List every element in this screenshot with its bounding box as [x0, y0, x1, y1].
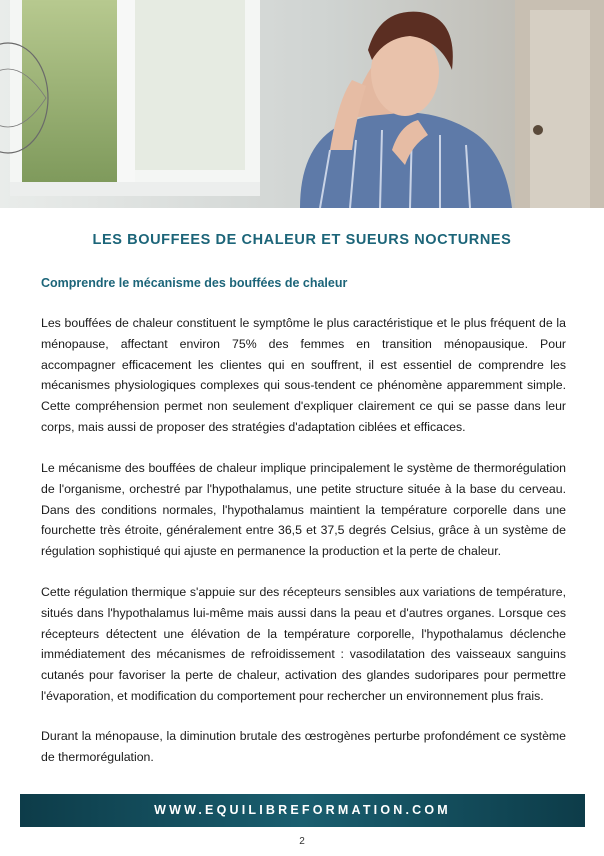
woman-at-window-illustration	[0, 0, 604, 208]
paragraph: Durant la ménopause, la diminution brutale des œstrogènes perturbe profondément ce système de thermorégulation.	[41, 729, 566, 764]
page-number: 2	[299, 836, 305, 847]
paragraph: Les bouffées de chaleur constituent le symptôme le plus caractéristique et le plus fréquent de la ménopause, affectant environ 75% des femmes en transition ménopausique. Pour accompagner efficacement les clientes qui en souffrent, il est essentiel de comprendre les mécanismes physiologiques complexes qui sous-tendent ce phénomène apparemment simple. Cette compréhension permet non seulement d'expliquer clairement ce qui se passe dans leur corps, mais aussi de proposer des stratégies d'adaptation ciblées et efficaces.	[41, 316, 566, 434]
paragraph: Cette régulation thermique s'appuie sur des récepteurs sensibles aux variations de température, situés dans l'hypothalamus lui-même mais aussi dans la peau et d'autres organes. Lorsque ces récepteurs détectent une élévation de la température corporelle, l'hypothalamus déclenche immédiatement des mécanismes de refroidissement : vasodilatation des vaisseaux sanguins cutanés pour favoriser la perte de chaleur, activation des glandes sudoripares pour permettre l'évaporation, et modification du comportement pour rechercher un environnement plus frais.	[41, 585, 566, 703]
section-subtitle: Comprendre le mécanisme des bouffées de chaleur	[41, 276, 348, 290]
footer-website-banner: WWW.EQUILIBREFORMATION.COM	[20, 794, 585, 827]
page-title: LES BOUFFEES DE CHALEUR ET SUEURS NOCTURNES	[92, 232, 512, 248]
hero-photo	[0, 0, 604, 208]
paragraph: Le mécanisme des bouffées de chaleur implique principalement le système de thermorégulation de l'organisme, orchestré par l'hypothalamus, une petite structure située à la base du cerveau. Dans des conditions normales, l'hypothalamus maintient la température corporelle dans une fourchette très étroite, généralement entre 36,5 et 37,5 degrés Celsius, grâce à un système de régulation sophistiqué qui ajuste en permanence la production et la perte de chaleur.	[41, 461, 566, 559]
